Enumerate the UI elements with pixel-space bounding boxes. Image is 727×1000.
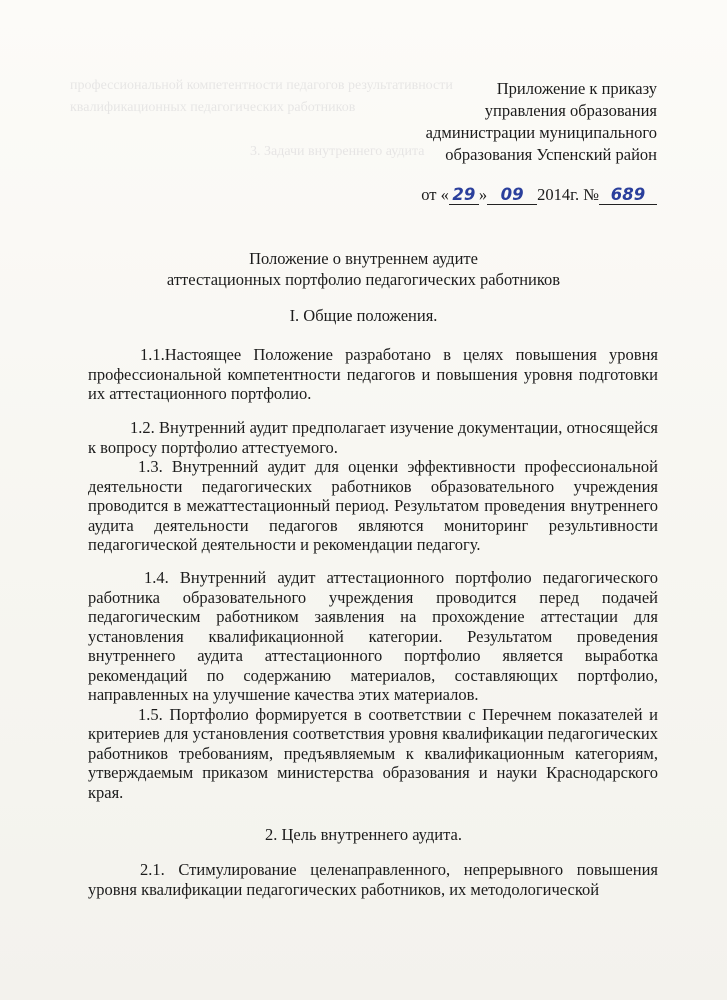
paragraph-2-1: 2.1. Стимулирование целенаправленного, непрерывного повышения уровня квалификации педагогических работников, их методологической [88,860,658,899]
order-header [337,78,657,206]
order-mid: » [478,185,488,204]
title-line: Положение о внутреннем аудите [249,249,478,268]
paragraph-1-4: 1.4. Внутренний аудит аттестационного портфолио педагогического работника образовательного учреждения проводится перед подачей педагогическим работником заявления на прохождение аттестации для установления квалификационной категории. Результатом проведения внутреннего аудита аттестационного портфолио является выработка рекомендаций по содержанию материалов, составляющих портфолио, направленных на улучшение качества этих материалов. [88,568,658,704]
handwritten-day: 29 [449,186,479,205]
paragraph-1-2: 1.2. Внутренний аудит предполагает изучение документации, относящейся к вопросу портфолио аттестуемого. [88,418,658,457]
order-year: 2014г. № [537,185,599,204]
paragraph-1-5: 1.5. Портфолио формируется в соответствии с Перечнем показателей и критериев для установления соответствия уровня квалификации педагогических работников требованиям, предъявляемым к квалификационным категориям, утверждаемым приказом министерства образования и науки Краснодарского края. [88,704,658,802]
header-line: Приложение к приказу [496,79,657,98]
order-prefix: от « [421,185,449,204]
section-1-paragraphs [88,568,658,802]
section-2-heading: 2. Цель внутреннего аудита. [265,825,462,844]
order-date-line [337,184,657,206]
header-line: администрации муниципального [425,123,657,142]
header-line: управления образования [484,101,657,120]
section-1-heading: I. Общие положения. [289,306,438,325]
paragraph-1-3: 1.3. Внутренний аудит для оценки эффективности профессиональной деятельности педагогических работников образовательного учреждения проводится в межаттестационный период. Результатом проведения внутреннего аудита деятельности педагогов являются мониторинг результивности педагогической деятельности и рекомендации педагогу. [88,457,658,554]
bleed-line: профессиональной компетентности педагогов результативности [70,78,453,93]
bleed-line: 3. Задачи внутреннего аудита [250,144,425,159]
handwritten-month: 09 [487,186,537,205]
paragraph-1-1: 1.1.Настоящее Положение разработано в целях повышения уровня профессиональной компетентности педагогов и повышения уровня подготовки их аттестационного портфолио. [88,345,658,403]
bleed-line: квалификационных педагогических работников [70,100,356,115]
section-2-paragraphs [88,860,658,899]
handwritten-order-number: 689 [599,186,657,205]
title-line: аттестационных портфолио педагогических работников [166,270,561,289]
section-1-paragraphs [88,418,658,555]
header-line: образования Успенский район [445,145,657,164]
document-title [0,248,727,290]
section-1-paragraphs [88,345,658,404]
